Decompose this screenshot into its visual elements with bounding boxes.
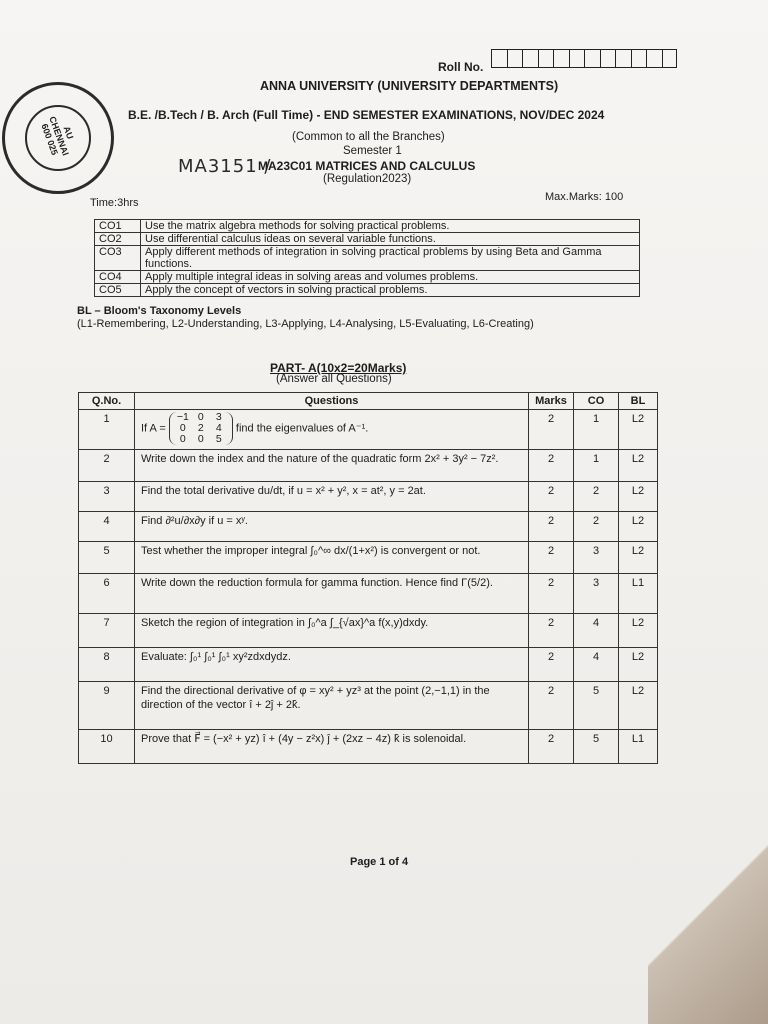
matrix-cell: 5 <box>215 433 222 445</box>
question-bl: L2 <box>619 614 658 648</box>
question-co: 5 <box>574 682 619 730</box>
question-row <box>79 614 658 648</box>
roll-number-digit-box[interactable] <box>538 49 554 68</box>
question-co: 3 <box>574 542 619 574</box>
question-number: 3 <box>79 482 135 512</box>
header-questions: Questions <box>135 393 529 410</box>
roll-number-digit-box[interactable] <box>553 49 569 68</box>
question-row <box>79 730 658 764</box>
question-text: Find the directional derivative of φ = xy² + yz³ at the point (2,−1,1) in the direction of the vector î + 2ĵ + 2k̂. <box>135 682 529 730</box>
handwritten-course-code: MA3151 / <box>178 156 272 177</box>
question-marks: 2 <box>529 482 574 512</box>
co-code: CO2 <box>95 233 141 246</box>
question-text: Evaluate: ∫₀¹ ∫₀¹ ∫₀¹ xy²zdxdydz. <box>135 648 529 682</box>
course-outcomes-table <box>94 219 640 297</box>
question-row <box>79 682 658 730</box>
regulation: (Regulation2023) <box>323 173 412 185</box>
matrix-cell: 0 <box>197 411 204 423</box>
question-text: Write down the reduction formula for gamma function. Hence find Γ(5/2). <box>135 574 529 614</box>
question-text: Find the total derivative du/dt, if u = x² + y², x = at², y = 2at. <box>135 482 529 512</box>
course-title: MA23C01 MATRICES AND CALCULUS <box>258 159 476 173</box>
question-marks: 2 <box>529 730 574 764</box>
question-text: Prove that F⃗ = (−x² + yz) î + (4y − z²x) ĵ + (2xz − 4z) k̂ is solenoidal. <box>135 730 529 764</box>
question-marks: 2 <box>529 682 574 730</box>
part-a-instructions: (Answer all Questions) <box>276 373 392 385</box>
co-row <box>95 271 640 284</box>
question-row <box>79 410 658 450</box>
co-text: Use the matrix algebra methods for solving practical problems. <box>141 220 640 233</box>
header-co: CO <box>574 393 619 410</box>
question-number: 5 <box>79 542 135 574</box>
question-number: 2 <box>79 450 135 482</box>
co-text: Apply different methods of integration in solving practical problems by using Beta and Gamma functions. <box>141 246 640 271</box>
roll-number-digit-box[interactable] <box>569 49 585 68</box>
question-number: 8 <box>79 648 135 682</box>
question-text: Sketch the region of integration in ∫₀^a ∫_{√ax}^a f(x,y)dxdy. <box>135 614 529 648</box>
common-branches: (Common to all the Branches) <box>292 131 445 143</box>
question-row <box>79 512 658 542</box>
question-bl: L2 <box>619 410 658 450</box>
co-row <box>95 284 640 297</box>
question-row <box>79 482 658 512</box>
matrix-cell: 3 <box>215 411 222 423</box>
co-code: CO1 <box>95 220 141 233</box>
roll-number-label: Roll No. <box>438 60 484 74</box>
header-qno: Q.No. <box>79 393 135 410</box>
co-code: CO5 <box>95 284 141 297</box>
question-number: 6 <box>79 574 135 614</box>
question-co: 4 <box>574 648 619 682</box>
question-marks: 2 <box>529 410 574 450</box>
question-number: 10 <box>79 730 135 764</box>
blooms-title: BL – Bloom's Taxonomy Levels <box>77 305 242 317</box>
matrix-cell: 2 <box>197 422 204 434</box>
co-code: CO3 <box>95 246 141 271</box>
question-number: 7 <box>79 614 135 648</box>
roll-number-digit-box[interactable] <box>491 49 507 68</box>
question-co: 4 <box>574 614 619 648</box>
question-bl: L2 <box>619 542 658 574</box>
question-bl: L1 <box>619 730 658 764</box>
semester: Semester 1 <box>343 145 402 157</box>
blooms-levels: (L1-Remembering, L2-Understanding, L3-Applying, L4-Analysing, L5-Evaluating, L6-Creating) <box>77 318 534 330</box>
question-row <box>79 450 658 482</box>
question-text: Find ∂²u/∂x∂y if u = xʸ. <box>135 512 529 542</box>
question-number: 4 <box>79 512 135 542</box>
question-text-post: find the eigenvalues of A⁻¹. <box>235 422 369 435</box>
question-row <box>79 574 658 614</box>
question-text: Test whether the improper integral ∫₀^∞ dx/(1+x²) is convergent or not. <box>135 542 529 574</box>
co-text: Apply the concept of vectors in solving practical problems. <box>141 284 640 297</box>
desk-background <box>648 784 768 1024</box>
exam-duration: Time:3hrs <box>90 197 139 209</box>
question-text-pre: If A = <box>141 422 166 435</box>
roll-number-digit-box[interactable] <box>646 49 662 68</box>
roll-number-digit-box[interactable] <box>662 49 678 68</box>
co-row <box>95 246 640 271</box>
question-co: 2 <box>574 512 619 542</box>
question-co: 3 <box>574 574 619 614</box>
question-bl: L2 <box>619 512 658 542</box>
co-row <box>95 233 640 246</box>
question-bl: L2 <box>619 648 658 682</box>
questions-header-row <box>79 393 658 410</box>
question-bl: L1 <box>619 574 658 614</box>
questions-table <box>78 392 658 764</box>
matrix-a <box>169 412 233 445</box>
question-row <box>79 542 658 574</box>
matrix-cell: 0 <box>197 433 204 445</box>
question-bl: L2 <box>619 482 658 512</box>
co-code: CO4 <box>95 271 141 284</box>
co-row <box>95 220 640 233</box>
part-a-title: PART- A(10x2=20Marks) <box>270 361 407 375</box>
matrix-cell: 0 <box>179 422 186 434</box>
seal-center-text: AU CHENNAI 600 025 <box>39 115 76 157</box>
university-name: ANNA UNIVERSITY (UNIVERSITY DEPARTMENTS) <box>260 79 559 93</box>
question-co: 1 <box>574 450 619 482</box>
question-text: Write down the index and the nature of the quadratic form 2x² + 3y² − 7z². <box>135 450 529 482</box>
question-number: 9 <box>79 682 135 730</box>
question-co: 2 <box>574 482 619 512</box>
matrix-cell: 4 <box>215 422 222 434</box>
matrix-cell: −1 <box>176 411 189 423</box>
header-bl: BL <box>619 393 658 410</box>
question-bl: L2 <box>619 682 658 730</box>
question-number: 1 <box>79 410 135 450</box>
question-marks: 2 <box>529 574 574 614</box>
header-marks: Marks <box>529 393 574 410</box>
matrix-cell: 0 <box>179 433 186 445</box>
question-bl: L2 <box>619 450 658 482</box>
controller-seal-stamp <box>2 82 114 194</box>
max-marks: Max.Marks: 100 <box>545 191 624 203</box>
question-row <box>79 648 658 682</box>
roll-number-digit-box[interactable] <box>507 49 523 68</box>
co-text: Apply multiple integral ideas in solving areas and volumes problems. <box>141 271 640 284</box>
question-co: 1 <box>574 410 619 450</box>
question-text <box>135 410 529 450</box>
question-co: 5 <box>574 730 619 764</box>
question-marks: 2 <box>529 614 574 648</box>
roll-number-digit-box[interactable] <box>522 49 538 68</box>
question-marks: 2 <box>529 542 574 574</box>
page-number: Page 1 of 4 <box>350 856 409 868</box>
roll-number-digit-box[interactable] <box>631 49 647 68</box>
question-marks: 2 <box>529 512 574 542</box>
roll-number-digit-box[interactable] <box>600 49 616 68</box>
roll-number-digit-box[interactable] <box>615 49 631 68</box>
question-marks: 2 <box>529 648 574 682</box>
roll-number-digit-box[interactable] <box>584 49 600 68</box>
co-text: Use differential calculus ideas on several variable functions. <box>141 233 640 246</box>
exam-title: B.E. /B.Tech / B. Arch (Full Time) - END SEMESTER EXAMINATIONS, NOV/DEC 2024 <box>128 108 605 122</box>
roll-number-boxes[interactable] <box>491 49 677 68</box>
question-marks: 2 <box>529 450 574 482</box>
